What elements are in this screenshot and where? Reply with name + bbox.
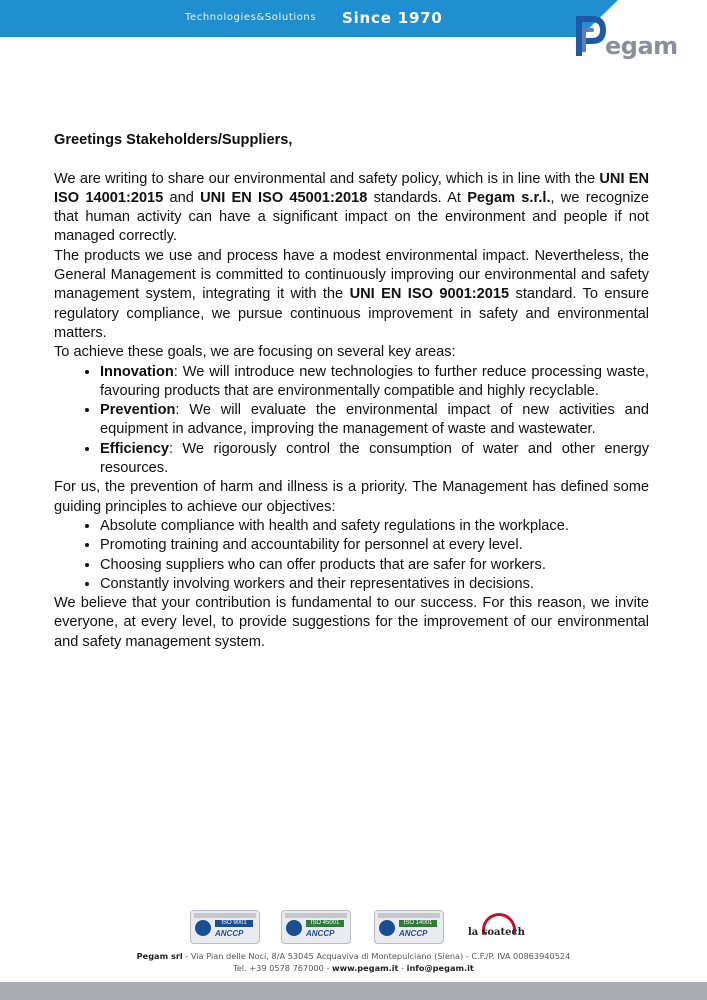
text-segment: and [163,189,201,206]
ancc-disc-icon [379,920,395,936]
header-since: Since 1970 [342,9,443,27]
cert-badge-iso-45001 [281,910,351,944]
list-item: • Promoting training and accountability for personnel at every level. [100,536,649,555]
text-segment: standards. At [367,189,468,206]
footer-contacts [0,963,707,973]
area-term: Efficiency [100,440,169,457]
certification-logos [190,910,530,946]
cert-brand: ANCCP [399,929,428,938]
iso-9001-ref: UNI EN ISO 9001:2015 [349,286,510,303]
footer-company: Pegam srl [136,951,183,961]
ancc-disc-icon [286,920,302,936]
list-item [100,440,649,479]
footer-separator: - [398,963,407,973]
area-text: : We rigorously control the consumption of water and other energy resources. [100,440,649,477]
soatech-text: la soatech [468,927,525,938]
paragraph-closing: We believe that your contribution is fundamental to our success. For this reason, we invite everyone, at every level, to provide suggestions for the improvement of our environmental and safety management system. [54,595,649,650]
pegam-logo [572,14,684,60]
list-item [100,363,649,402]
cert-label: ISO 45001 [306,920,344,927]
footer-tel: Tel. +39 0578 767000 - [233,963,333,973]
cert-brand: ANCCP [215,929,244,938]
key-areas-list [54,363,649,479]
iso-45001-ref: UNI EN ISO 45001:2018 [200,189,368,206]
cert-label: ISO 14001 [399,920,437,927]
iso-14001-ref: UNI EN ISO 14001:2015 [54,170,649,206]
paragraph-intro [54,170,649,247]
list-item: • Constantly involving workers and their representatives in decisions. [100,575,649,594]
paragraph-goals: To achieve these goals, we are focusing on several key areas: [54,344,456,361]
header-tagline: Technologies&Solutions [185,12,317,23]
ancc-disc-icon [195,920,211,936]
cert-badge-iso-9001 [190,910,260,944]
letter-body [54,131,649,652]
footer-address-text: - Via Pian delle Noci, 8/A 53045 Acquaviva di Montepulciano (Siena) - C.F./P. IVA 00863940524 [182,951,571,961]
text-segment: The products we use and process have a modest environmental impact. Nevertheless, the General Management is committed to continuously improving our environmental and safety management system, integrating it with the [54,247,649,303]
list-item: • Choosing suppliers who can offer products that are safer for workers. [100,556,649,575]
soatech-logo [468,913,528,943]
cert-label: ISO 9001 [215,920,253,927]
area-text: : We will introduce new technologies to further reduce processing waste, favouring products that are environmentally compatible and highly recyclable. [100,363,649,399]
paragraph-prevention: For us, the prevention of harm and illness is a priority. The Management has defined some guiding principles to achieve our objectives: [54,479,649,515]
pegam-logo-text: egam [605,32,678,60]
paragraph-products [54,247,649,343]
cert-brand: ANCCP [306,929,335,938]
area-text: : We will evaluate the environmental impact of new activities and equipment in advance, improving the management of waste and wastewater. [100,402,649,438]
bottom-bar [0,982,707,1000]
pegam-logo-mark-icon [572,14,606,58]
list-item: • Absolute compliance with health and safety regulations in the workplace. [100,517,649,536]
area-term: Prevention [100,402,176,419]
footer-address [0,951,707,961]
cert-badge-iso-14001 [374,910,444,944]
principles-list [54,517,649,594]
area-term: Innovation [100,363,174,380]
text-segment: standard. To ensure regulatory compliance, we pursue continuous improvement in safety and environmental matters. [54,286,649,341]
footer-website-link[interactable]: www.pegam.it [332,963,399,973]
footer-email-link[interactable]: info@pegam.it [406,963,474,973]
company-name: Pegam s.r.l. [467,189,551,206]
greeting: Greetings Stakeholders/Suppliers, [54,132,293,148]
text-segment: We are writing to share our environmental and safety policy, which is in line with the [54,170,600,187]
list-item [100,401,649,440]
text-segment: , we recognize that human activity can have a significant impact on the environment and people if not managed correctly. [54,189,649,245]
